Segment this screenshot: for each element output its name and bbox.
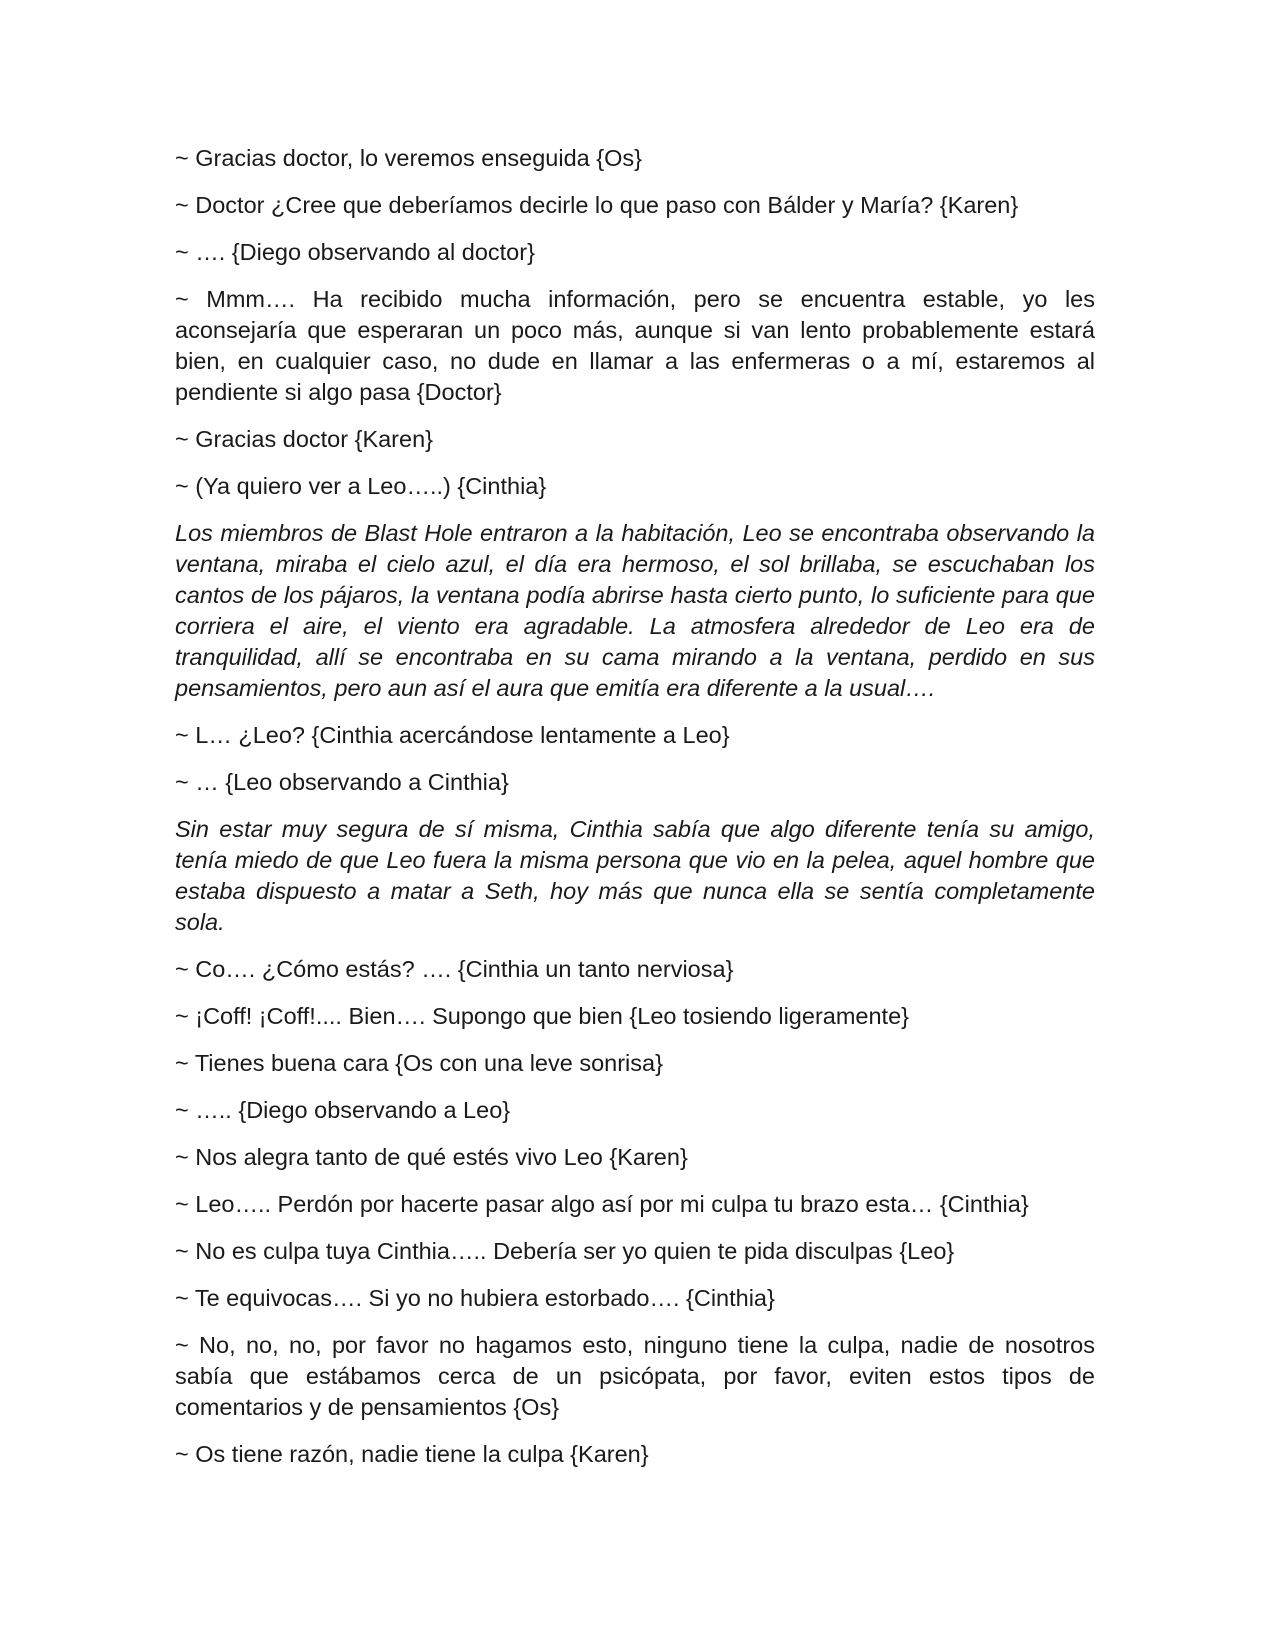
dialogue-line: ~ Gracias doctor {Karen}: [175, 426, 433, 452]
dialogue-line: ~ Mmm…. Ha recibido mucha información, pero se encuentra estable, yo les aconsejaría que esperaran un poco más, aunque si van lento probablemente estará bien, en cualquier caso, no dude en llamar a las enfermeras o a mí, estaremos al pendiente si algo pasa {Doctor}: [175, 286, 1095, 405]
dialogue-line: ~ Gracias doctor, lo veremos enseguida {Os}: [175, 145, 642, 171]
dialogue-line: ~ …. {Diego observando al doctor}: [175, 239, 535, 265]
dialogue-line: ~ ¡Coff! ¡Coff!.... Bien…. Supongo que bien {Leo tosiendo ligeramente}: [175, 1003, 909, 1029]
dialogue-line: ~ Co…. ¿Cómo estás? …. {Cinthia un tanto nerviosa}: [175, 956, 734, 982]
dialogue-line: ~ L… ¿Leo? {Cinthia acercándose lentamente a Leo}: [175, 722, 730, 748]
dialogue-line: ~ Te equivocas…. Si yo no hubiera estorbado…. {Cinthia}: [175, 1285, 775, 1311]
narration-paragraph: Los miembros de Blast Hole entraron a la habitación, Leo se encontraba observando la ventana, miraba el cielo azul, el día era hermoso, el sol brillaba, se escuchaban los cantos de los pájaros, la ventana podía abrirse hasta cierto punto, lo suficiente para que corriera el aire, el viento era agradable. La atmosfera alrededor de Leo era de tranquilidad, allí se encontraba en su cama mirando a la ventana, perdido en sus pensamientos, pero aun así el aura que emitía era diferente a la usual….: [175, 520, 1095, 701]
dialogue-line: ~ (Ya quiero ver a Leo…..) {Cinthia}: [175, 473, 547, 499]
dialogue-line: ~ Nos alegra tanto de qué estés vivo Leo {Karen}: [175, 1144, 688, 1170]
dialogue-line: ~ … {Leo observando a Cinthia}: [175, 769, 509, 795]
dialogue-line: ~ ….. {Diego observando a Leo}: [175, 1097, 511, 1123]
dialogue-line: ~ Os tiene razón, nadie tiene la culpa {Karen}: [175, 1441, 649, 1467]
dialogue-line: ~ Doctor ¿Cree que deberíamos decirle lo que paso con Bálder y María? {Karen}: [175, 192, 1019, 218]
narration-paragraph: Sin estar muy segura de sí misma, Cinthia sabía que algo diferente tenía su amigo, tenía miedo de que Leo fuera la misma persona que vio en la pelea, aquel hombre que estaba dispuesto a matar a Seth, hoy más que nunca ella se sentía completamente sola.: [175, 816, 1095, 935]
dialogue-line: ~ No es culpa tuya Cinthia….. Debería ser yo quien te pida disculpas {Leo}: [175, 1238, 955, 1264]
dialogue-line: ~ Leo….. Perdón por hacerte pasar algo así por mi culpa tu brazo esta… {Cinthia}: [175, 1191, 1029, 1217]
dialogue-line: ~ No, no, no, por favor no hagamos esto, ninguno tiene la culpa, nadie de nosotros sabía que estábamos cerca de un psicópata, por favor, eviten estos tipos de comentarios y de pensamientos {Os}: [175, 1332, 1095, 1420]
dialogue-line: ~ Tienes buena cara {Os con una leve sonrisa}: [175, 1050, 663, 1076]
document-page: [175, 143, 1095, 1486]
